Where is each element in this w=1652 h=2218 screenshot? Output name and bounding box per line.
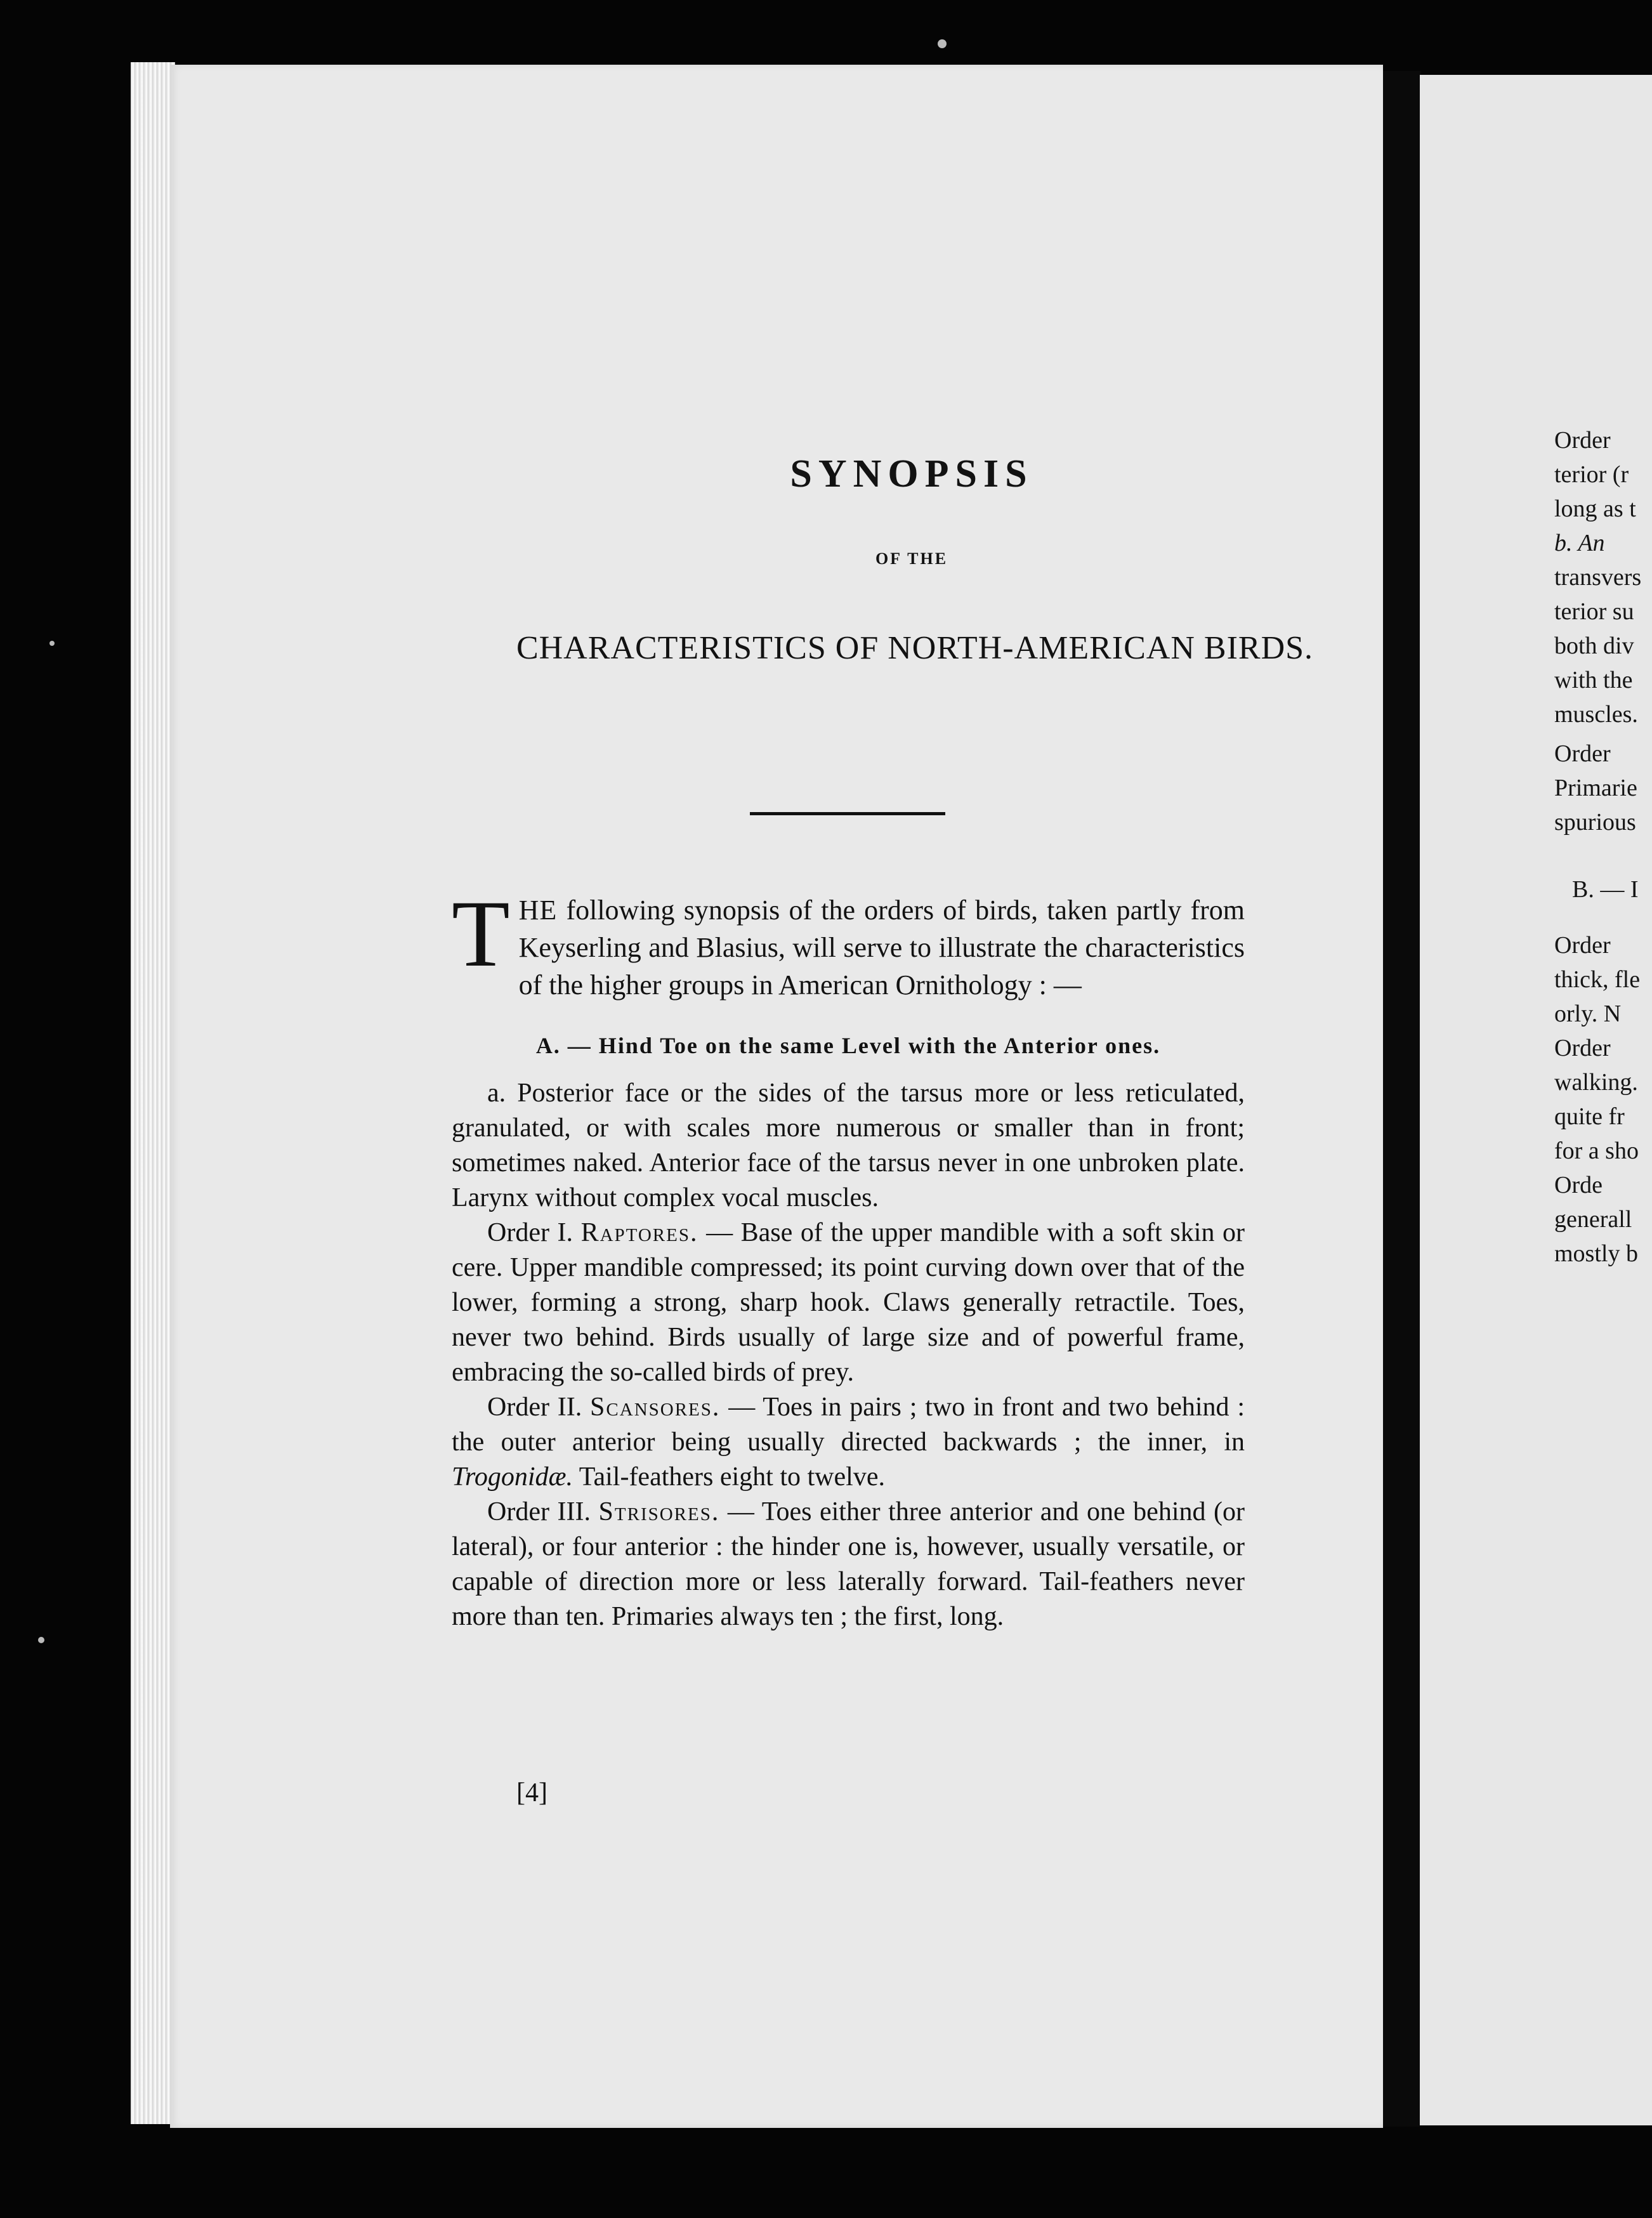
page-number: [4] (516, 1778, 547, 1808)
order-italic-term: Trogonidæ. (452, 1462, 574, 1492)
order-paragraph (452, 1390, 1245, 1495)
order-name: Strisores. (598, 1497, 720, 1526)
right-page (1420, 75, 1652, 2125)
order-name: Raptores. (580, 1218, 698, 1247)
right-line: for a sho (1554, 1138, 1639, 1164)
right-line: long as t (1554, 495, 1636, 522)
right-line: B. — I (1572, 876, 1639, 903)
right-line: thick, fle (1554, 966, 1641, 993)
scan-speck (38, 1637, 44, 1643)
right-line: muscles. (1554, 701, 1638, 728)
order-text: — Base of the upper mandible with a soft skin or cere. Upper mandible compressed; its point curving down over that of the lower, forming a strong, sharp hook. Claws generally retractile. Toes, never two behind. Birds usually of large size and of powerful frame, embracing the so-called birds of prey. (452, 1218, 1245, 1387)
section-heading-a: A. — Hind Toe on the same Level with the Anterior ones. (535, 1033, 1161, 1058)
title-rule (750, 812, 945, 815)
right-line: terior su (1554, 598, 1634, 625)
right-line: mostly b (1554, 1240, 1638, 1267)
order-paragraph (452, 1495, 1245, 1634)
order-name: Scansores. (590, 1393, 721, 1422)
right-line: b. An (1554, 530, 1605, 556)
right-line: Order (1554, 932, 1611, 959)
right-line: both div (1554, 633, 1634, 659)
order-text: — Toes in pairs ; two in front and two behind : the outer anterior being usually directed backwards ; the inner, in (452, 1393, 1245, 1457)
order-text: — Toes either three anterior and one behind (or lateral), or four anterior : the hinder one is, however, usually versatile, or capable of direction more or less laterally forward. Tail-feathers never more than ten. Primaries always ten ; the first, long. (452, 1497, 1245, 1631)
page-edges (131, 62, 175, 2124)
order-prefix: Order III. (487, 1497, 591, 1526)
right-line: terior (r (1554, 461, 1629, 488)
right-line: quite fr (1554, 1103, 1625, 1130)
intro-text: following synopsis of the orders of birds, taken partly from Keyserling and Blasius, will serve to illustrate the characteristics of the higher groups in American Ornithology : — (518, 895, 1245, 1001)
page-subtitle: CHARACTERISTICS OF NORTH-AMERICAN BIRDS. (516, 630, 1314, 666)
drop-cap: T (452, 881, 510, 987)
scan-speck (49, 641, 55, 646)
right-line: Primarie (1554, 775, 1637, 801)
order-prefix: Order II. (487, 1393, 582, 1422)
right-line: transvers (1554, 564, 1642, 591)
scan-speck (938, 39, 947, 48)
right-line: Order (1554, 427, 1611, 454)
order-text-after: Tail-feathers eight to twelve. (573, 1462, 885, 1492)
order-prefix: Order I. (487, 1218, 574, 1247)
title-connector: OF THE (875, 549, 948, 568)
order-paragraph (452, 1216, 1245, 1390)
intro-paragraph (452, 881, 1245, 1004)
right-line: generall (1554, 1206, 1632, 1233)
intro-first-word: HE (518, 895, 558, 926)
paragraph-a: a. Posterior face or the sides of the tarsus more or less reticulated, granulated, or with scales more numerous or smaller than in front; sometimes naked. Anterior face of the tarsus never in one unbroken plate. Larynx without complex vocal muscles. (452, 1079, 1245, 1212)
page-title: SYNOPSIS (790, 452, 1033, 495)
right-line: walking. (1554, 1069, 1638, 1096)
book-gutter (1383, 71, 1421, 2127)
right-line: Order (1554, 740, 1611, 767)
right-line: Orde (1554, 1172, 1603, 1198)
body-text (452, 881, 1245, 1634)
right-line: spurious (1554, 809, 1636, 836)
right-line: Order (1554, 1035, 1611, 1061)
right-line: with the (1554, 667, 1633, 693)
right-line: orly. N (1554, 1001, 1622, 1027)
